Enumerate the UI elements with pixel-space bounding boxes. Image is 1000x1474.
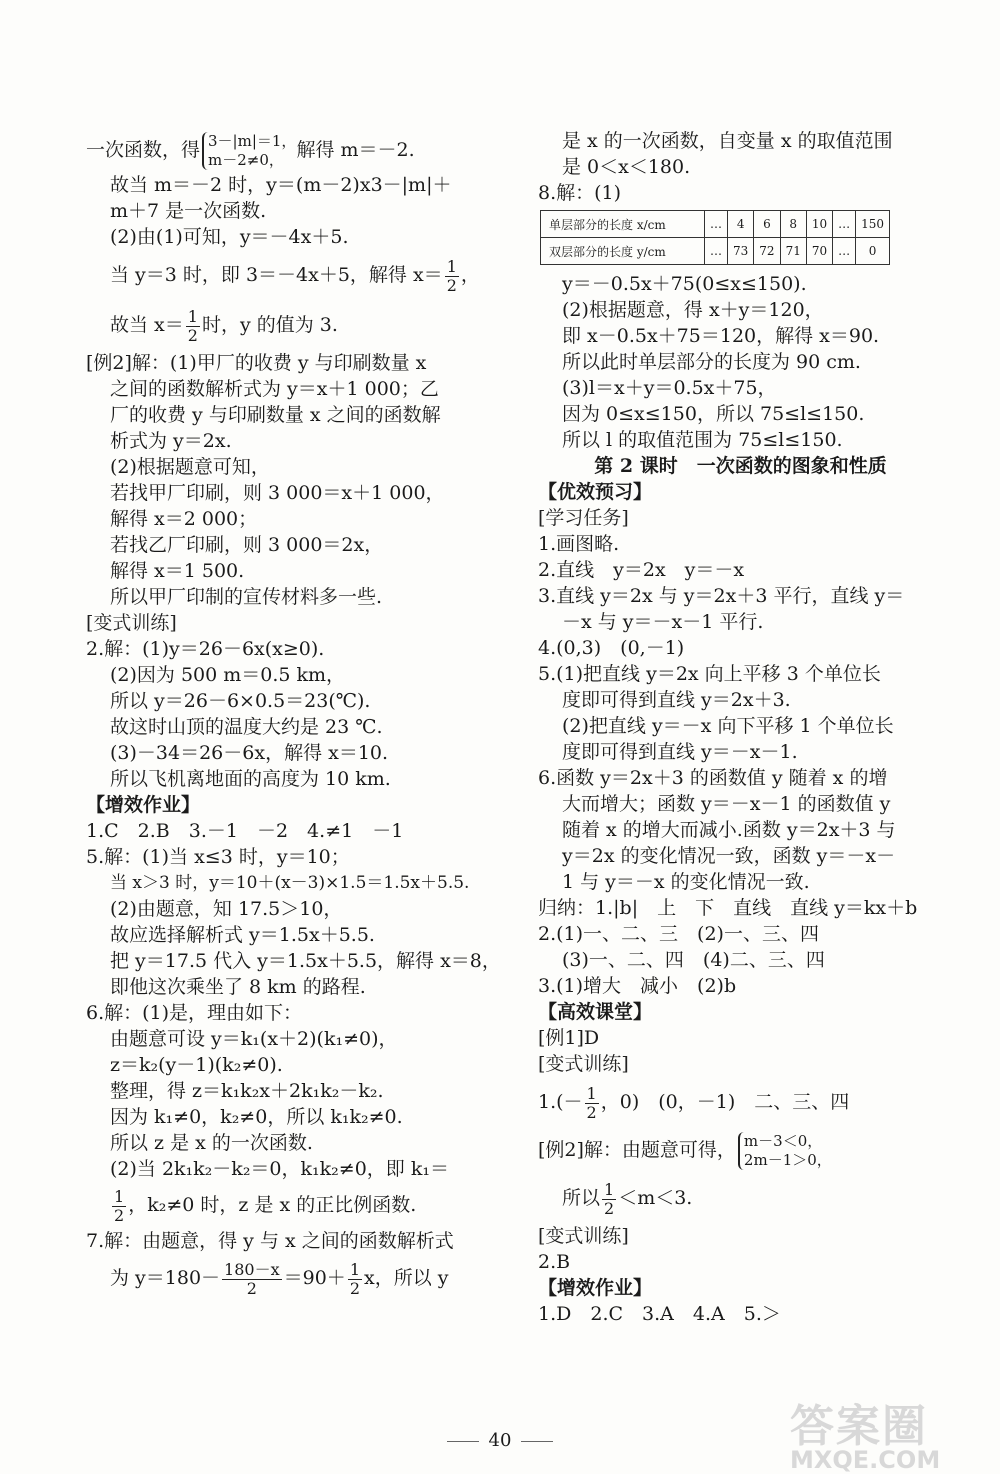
line: (3)一、二、四 (4)二、三、四 [562,949,825,971]
table-cell: 71 [780,238,806,265]
text: 故当 x＝ [110,314,184,336]
section-label: [变式训练] [538,1225,629,1247]
line: 所以飞机离地面的高度为 10 km. [110,768,391,790]
inequality: 2m－1＞0， [743,1151,832,1169]
denominator: 2 [586,1102,597,1122]
section-heading: 【优效预习】 [538,481,653,503]
line: 所以 l 的取值范围为 75≤l≤150. [562,429,843,451]
line: 故当 m＝－2 时，y＝(m－2)x3－|m|＋ [110,174,452,196]
line: 当 x＞3 时，y＝10＋(x－3)×1.5＝1.5x＋5.5. [110,873,470,893]
line: 2.B [538,1251,571,1273]
numerator: 180－x [224,1259,280,1279]
fraction [112,1188,126,1225]
text: ＜m＜3. [618,1187,693,1209]
line: 归纳：1.|b| 上 下 直线 直线 y＝kx＋b [538,897,918,919]
watermark-url: MXQE.COM [790,1446,941,1474]
line: 若找甲厂印刷，则 3 000＝x＋1 000， [110,482,445,504]
line [538,1173,943,1223]
table-cell: 73 [728,238,754,265]
line: 所以此时单层部分的长度为 90 cm. [562,351,861,373]
denominator: 2 [187,325,198,345]
table-cell: … [705,211,728,238]
text: x，所以 y [364,1267,449,1289]
line: 随着 x 的增大而减小.函数 y＝2x＋3 与 [562,819,896,841]
line: (2)把直线 y＝－x 向下平移 1 个单位长 [562,715,894,737]
table-cell: … [833,238,856,265]
table-row [541,238,890,265]
answer-8: 8.解：(1) [538,182,622,204]
text: [例2]解：由题意可得， [538,1139,736,1161]
line: 3.直线 y＝2x 与 y＝2x＋3 平行，直线 y＝ [538,585,905,607]
numerator: 1 [349,1259,360,1279]
watermark [790,1390,940,1474]
divider [521,1441,553,1442]
section-label: [学习任务] [538,507,629,529]
line: y＝－0.5x＋75(0≤x≤150). [562,273,807,295]
text: 所以 [562,1187,601,1209]
equation: 3－|m|＝1， [208,132,297,150]
text: 当 y＝3 时，即 3＝－4x＋5，解得 x＝ [110,264,443,286]
denominator: 2 [246,1278,257,1298]
table-cell: 6 [754,211,780,238]
line: 所以 y＝26－6×0.5＝23(℃). [110,690,371,712]
lesson-title: 第 2 课时 一次函数的图象和性质 [594,455,887,477]
line: 1 与 y＝－x 的变化情况一致. [562,871,810,893]
numerator: 1 [446,256,457,276]
table-row [541,211,890,238]
table-cell: 70 [806,238,832,265]
line [86,128,506,172]
table-cell: 4 [728,211,754,238]
section-label: [变式训练] [538,1053,629,1075]
line: (2)根据题意，得 x＋y＝120， [562,299,824,321]
denominator: 2 [446,275,457,295]
line: 因为 0≤x≤150，所以 75≤l≤150. [562,403,865,425]
line [538,1077,943,1127]
text: ，k₂≠0 时，z 是 x 的正比例函数. [128,1194,417,1216]
line [86,1182,506,1228]
denominator: 2 [604,1198,615,1218]
line: (2)因为 500 m＝0.5 km， [110,664,346,686]
text: ＝90＋ [283,1267,346,1289]
numerator: 1 [114,1186,125,1206]
denominator: 2 [114,1205,125,1225]
section-heading: 【增效作业】 [538,1277,653,1299]
table-cell: 8 [780,211,806,238]
line: z＝k₂(y－1)(k₂≠0). [110,1054,283,1076]
data-table [540,210,890,265]
text: ，0) (0，－1) 二、三、四 [600,1091,850,1113]
inequality: m－3＜0， [743,1132,823,1150]
line: 2.直线 y＝2x y＝－x [538,559,745,581]
line: (2)根据题意可知， [110,456,270,478]
line: (2)由题意，知 17.5＞10， [110,898,343,920]
line: 故应选择解析式 y＝1.5x＋5.5. [110,924,375,946]
line: 2.(1)一、二、三 (2)一、三、四 [538,923,819,945]
line: 即 x－0.5x＋75＝120，解得 x＝90. [562,325,880,347]
equation: m－2≠0， [208,151,284,169]
numerator: 1 [187,306,198,326]
line: 度即可得到直线 y＝2x＋3. [562,689,791,711]
numerator: 1 [604,1179,615,1199]
line [86,1254,506,1302]
line: 大而增大；函数 y＝－x－1 的函数值 y [562,793,891,815]
line: 度即可得到直线 y＝－x－1. [562,741,798,763]
line: 解得 x＝1 500. [110,560,245,582]
line: 整理，得 z＝k₁k₂x＋2k₁k₂－k₂. [110,1080,384,1102]
divider [447,1441,479,1442]
table-cell: … [833,211,856,238]
denominator: 2 [349,1278,360,1298]
line: 是 0＜x＜180. [562,156,691,178]
left-column [86,128,506,1302]
line: 4.(0,3) (0,－1) [538,637,685,659]
inequality-system [738,1132,832,1170]
line: 5.(1)把直线 y＝2x 向上平移 3 个单位长 [538,663,881,685]
line: 即他这次乘坐了 8 km 的路程. [110,976,366,998]
text: 为 y＝180－ [110,1267,221,1289]
line: 故这时山顶的温度大约是 23 ℃. [110,716,383,738]
fraction [602,1181,616,1218]
line: 是 x 的一次函数，自变量 x 的取值范围 [562,130,893,152]
table-cell: 150 [856,211,890,238]
line: 若找乙厂印刷，则 3 000＝2x， [110,534,384,556]
text: 解得 m＝－2. [296,139,415,161]
table-cell: 0 [856,238,890,265]
text: 1.(－ [538,1091,583,1113]
line: y＝2x 的变化情况一致，函数 y＝－x－ [562,845,896,867]
fraction [186,308,200,345]
line: 6.函数 y＝2x＋3 的函数值 y 随着 x 的增 [538,767,888,789]
equation-system [202,132,296,170]
table-cell: … [705,238,728,265]
fraction [445,258,459,295]
line: 因为 k₁≠0，k₂≠0，所以 k₁k₂≠0. [110,1106,403,1128]
answer-7: 7.解：由题意，得 y 与 x 之间的函数解析式 [86,1230,454,1252]
answer-2: 2.解：(1)y＝26－6x(x≥0). [86,638,325,660]
line: 所以甲厂印制的宣传材料多一些. [110,586,383,608]
line: 所以 z 是 x 的一次函数. [110,1132,313,1154]
example-2-heading: [例2]解：(1)甲厂的收费 y 与印刷数量 x [86,352,427,374]
line [538,1127,943,1173]
line: 析式为 y＝2x. [110,430,232,452]
line: 厂的收费 y 与印刷数量 x 之间的函数解 [110,404,441,426]
line: (2)由(1)可知，y＝－4x＋5. [110,226,349,248]
page-number-text: 40 [488,1430,512,1451]
section-heading: 【高效课堂】 [538,1001,653,1023]
line: (2)当 2k₁k₂－k₂＝0，k₁k₂≠0，即 k₁＝ [110,1158,449,1180]
line: 由题意可设 y＝k₁(x＋2)(k₁≠0)， [110,1028,398,1050]
line: 之间的函数解析式为 y＝x＋1 000；乙 [110,378,439,400]
line: m＋7 是一次函数. [110,200,267,222]
table-cell: 10 [806,211,832,238]
section-label: [变式训练] [86,612,177,634]
fraction [222,1261,282,1298]
line: 把 y＝17.5 代入 y＝1.5x＋5.5，解得 x＝8， [110,950,501,972]
watermark-text: 答案圈 [790,1401,928,1452]
line [86,250,506,300]
line: (3)l＝x＋y＝0.5x＋75， [562,377,777,399]
example-1: [例1]D [538,1027,600,1049]
section-heading: 【增效作业】 [86,794,201,816]
numerator: 1 [586,1083,597,1103]
text: ， [460,264,480,286]
fraction [585,1085,599,1122]
text: 时，y 的值为 3. [201,314,338,336]
fraction [348,1261,362,1298]
right-column [538,128,943,1327]
line: 解得 x＝2 000； [110,508,258,530]
answers-line: 1.C 2.B 3.－1 －2 4.≠1 －1 [86,820,404,842]
line: (3)－34＝26－6x，解得 x＝10. [110,742,389,764]
answer-5: 5.解：(1)当 x≤3 时，y＝10； [86,846,350,868]
answers-line: 1.D 2.C 3.A 4.A 5.＞ [538,1303,781,1325]
line: －x 与 y＝－x－1 平行. [562,611,764,633]
text: 一次函数，得 [86,139,201,161]
table-cell: 72 [754,238,780,265]
table-cell: 双层部分的长度 y/cm [541,238,705,265]
line [86,300,506,350]
table-cell: 单层部分的长度 x/cm [541,211,705,238]
line: 1.画图略. [538,533,620,555]
line: 3.(1)增大 减小 (2)b [538,975,737,997]
answer-6: 6.解：(1)是，理由如下： [86,1002,303,1024]
